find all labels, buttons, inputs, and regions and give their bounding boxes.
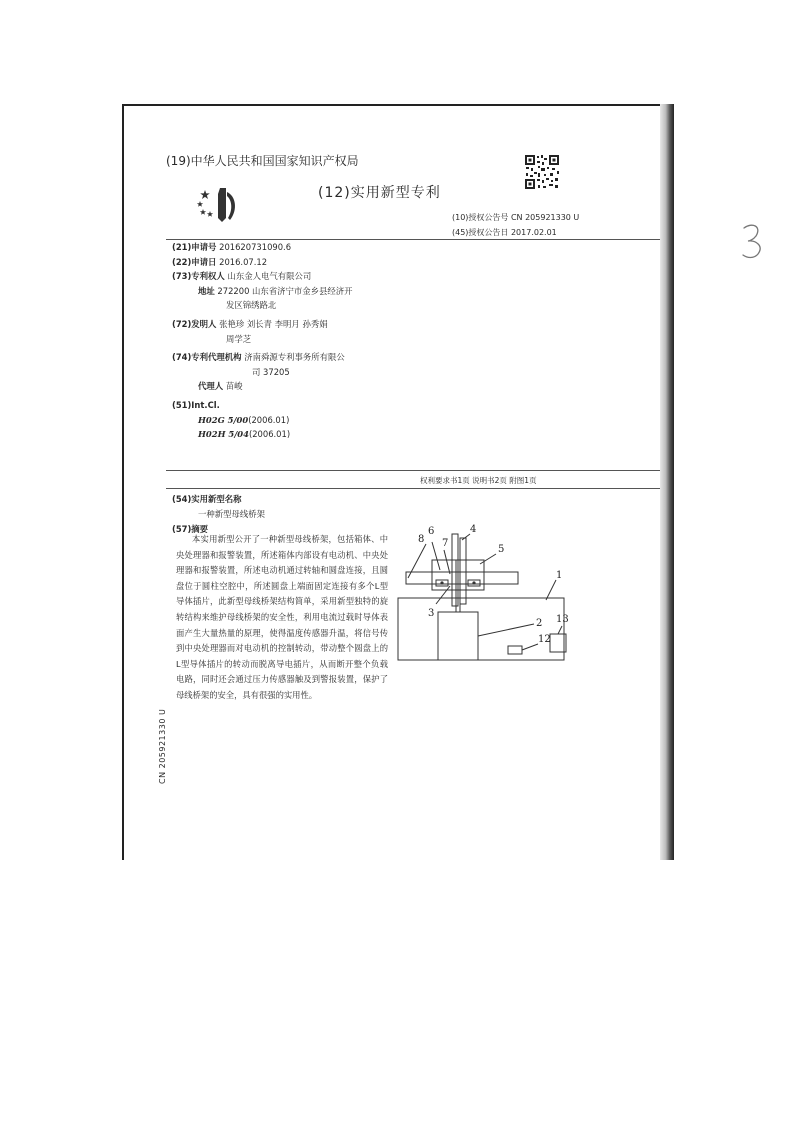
handwritten-mark (740, 222, 768, 262)
agent: 苗峻 (225, 381, 243, 392)
agency-line-1: 济南舜源专利事务所有限公 (244, 352, 345, 363)
central-processor (438, 612, 478, 660)
label-4: 4 (470, 524, 477, 535)
label-1: 1 (556, 570, 563, 581)
inventors-label: (72)发明人 (172, 318, 217, 329)
ipc-code-1: H02G 5/00 (198, 414, 249, 425)
pub-number-value: CN 205921330 U (510, 213, 580, 222)
label-6: 6 (428, 526, 435, 537)
patentee: 山东金人电气有限公司 (227, 271, 312, 282)
agency-line-2: 司 37205 (252, 366, 290, 377)
address-label: 地址 (198, 285, 215, 296)
label-7: 7 (442, 538, 449, 549)
pages-divider-top (166, 470, 660, 471)
title-section (172, 492, 265, 537)
cnipa-emblem-icon (196, 188, 238, 224)
box-body (398, 598, 564, 660)
leader-6 (432, 542, 440, 570)
pub-date-label: (45)授权公告日 (452, 228, 509, 237)
filing-date-label: (22)申请日 (172, 256, 217, 267)
disc-housing (406, 572, 518, 584)
leader-3 (436, 586, 450, 604)
leader-1 (546, 580, 556, 600)
inventors-line-1: 张艳珍 刘长青 李明月 孙秀娟 (219, 318, 328, 329)
label-5: 5 (498, 544, 505, 555)
leader-7 (444, 550, 450, 574)
conductor-left (452, 534, 458, 606)
application-no-label: (21)申请号 (172, 242, 217, 252)
pub-number-label: (10)授权公告号 (452, 213, 509, 222)
document-type-heading: (12)实用新型专利 (318, 185, 441, 201)
page-edge-right-shadow (660, 104, 674, 860)
label-13: 13 (556, 614, 569, 625)
leader-5 (480, 554, 496, 564)
address-line-2: 发区锦绣路北 (226, 300, 277, 311)
abstract-body (176, 532, 388, 704)
leader-12 (522, 644, 538, 650)
page-edge-left (122, 104, 124, 860)
component-12 (508, 646, 522, 654)
ipc-date-1: (2006.01) (248, 414, 290, 425)
leader-8 (408, 544, 426, 578)
side-publication-code: CN 205921330 U (158, 708, 167, 784)
label-12: 12 (538, 634, 551, 645)
page-counts: 权利要求书1页 说明书2页 附图1页 (420, 476, 537, 485)
agency-label: (74)专利代理机构 (172, 352, 242, 363)
filing-date: 2016.07.12 (219, 256, 268, 267)
label-3: 3 (428, 608, 435, 619)
label-8: 8 (418, 534, 425, 545)
leader-2 (478, 624, 534, 636)
publication-info (452, 210, 579, 240)
pages-divider-bottom (166, 488, 660, 489)
qr-code-icon (524, 154, 560, 190)
bibliographic-data (172, 240, 353, 442)
agent-label: 代理人 (198, 381, 224, 392)
inventors-line-2: 周学芝 (226, 333, 252, 344)
utility-model-title: 一种新型母线桥架 (198, 509, 265, 519)
title-label: (54)实用新型名称 (172, 494, 242, 504)
address-line-1: 272200 山东省济宁市金乡县经济开 (217, 285, 353, 296)
page-edge-top (122, 104, 674, 106)
patent-page (122, 104, 741, 860)
abstract-label: (57)摘要 (172, 524, 209, 534)
ipc-date-2: (2006.01) (248, 429, 291, 440)
application-no: 201620731090.6 (219, 242, 292, 252)
ipc-label: (51)Int.Cl. (172, 399, 220, 410)
abstract-text: 本实用新型公开了一种新型母线桥架，包括箱体、中央处理器和报警装置，所述箱体内部设有电动机、中央处理器和报警装置，所述电动机通过转轴和圆盘连接，且圆盘位于圆柱空腔中，所述圆盘上端面固定连接有多个L型导体插片，此新型母线桥架结构简单，采用新型独特的旋转结构来维护母线桥架的安全性，利用电流过载时导体表面产生大量热量的原理，使得温度传感器升温，将信号传到中央处理器而对电动机的控制转动，带动整个圆盘上的L型导体插片的转动而脱离导电插片，从而断开整个负载电路，同时还会通过压力传感器触及到警报装置，保护了母线桥架的安全，具有很强的实用性。 (176, 534, 388, 700)
ipc-code-2: H02H 5/04 (198, 429, 249, 440)
pub-date-value: 2017.02.01 (510, 228, 557, 237)
patent-figure (392, 520, 582, 670)
patentee-label: (73)专利权人 (172, 271, 225, 282)
issuing-office: (19)中华人民共和国国家知识产权局 (166, 154, 359, 168)
handwritten-mark-text: 3 (740, 222, 741, 223)
leader-13 (558, 626, 562, 634)
conductor-right (460, 538, 466, 604)
label-2: 2 (536, 618, 543, 629)
